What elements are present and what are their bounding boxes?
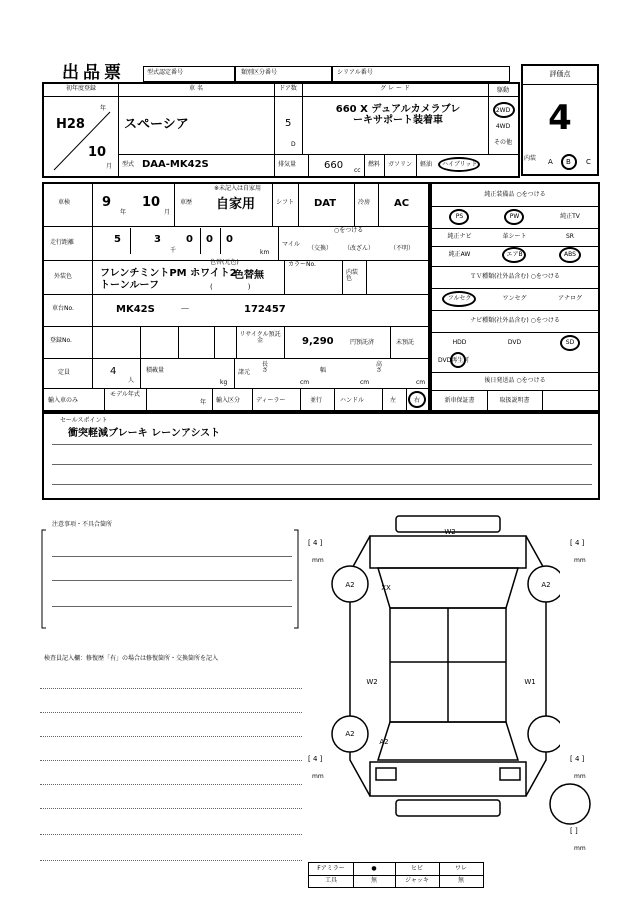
height-unit: cm [416,379,426,386]
color-change-label: 色替(元色) [210,259,239,266]
footer-crack-label: ヒビ [410,865,423,872]
usage-note: ※未記入は自家用 [214,185,262,192]
doors-label: ドア数 [279,85,297,92]
inspection-year-unit: 年 [120,209,127,216]
inspection-year: 9 [102,195,112,210]
dvd-play-circle-mark [450,352,466,368]
tv-oneseg[interactable]: ワンセグ [502,295,527,302]
mileage-thousand: 千 [170,247,177,254]
diagram-mark-xx: XX [381,584,391,592]
era-year: H28 [56,117,85,132]
ac-value: AC [394,198,410,209]
interior-label: 内装 [524,155,537,162]
notes-label: 注意事項・不具合箇所 [52,521,113,528]
tread-rr: [ 4 ] [570,755,585,763]
tv-fullseg[interactable]: フルセグ [447,295,472,302]
interior-b[interactable]: B [566,158,571,166]
tread-rl-value: 4 [312,755,318,763]
fuel-diesel[interactable]: 軽油 [420,161,433,168]
import-dealer[interactable]: ディーラー [256,397,286,404]
diagram-mark-top: W2 [444,528,456,536]
aftermarket-manual[interactable]: 取扱説明書 [499,397,530,404]
tread-fl-value: 4 [312,539,318,547]
reg-month: 10 [88,145,107,160]
aftermarket-title: 後日発送品 ○をつける [484,377,546,384]
equip-leather[interactable]: 革シート [502,233,527,240]
type-cert-box[interactable] [143,66,235,82]
model-year-suffix: 年 [200,399,207,406]
mileage-digit-4: 0 [206,234,213,245]
color-change-value: 色替無 [234,270,264,281]
tv-analog[interactable]: アナログ [557,295,582,302]
footer-mirror-label: Fアミラー [317,865,345,872]
doors-value: 5 [285,118,292,129]
grade-value: 660 X デュアルカメラブレーキサポート装着車 [335,104,461,126]
fuel-hybrid[interactable]: ハイブリッド [442,161,478,168]
car-name-label: 車 名 [189,85,203,92]
length-label: 長さ [262,361,269,374]
width-label: 幅 [320,367,327,374]
reg-no-label: 登録No. [50,337,72,344]
shift-value: DAT [314,198,337,209]
color-name: フレンチミントPM ホワイト2トーンルーフ [100,268,237,291]
displacement-value: 660 [324,160,344,171]
category-label: 類別区分番号 [241,69,278,76]
displacement-unit: cc [354,167,361,174]
inspector-label: 検査員記入欄：修復歴「有」の場合は修復箇所・交換箇所を記入 [44,655,219,662]
navi-title: ナビ種類(社外品含む) ○をつける [470,317,560,324]
equipment-block [430,182,600,412]
serial-label: シリアル番号 [337,69,373,76]
model-code: DAA-MK42S [142,159,209,170]
airbag-circle-mark [502,247,526,263]
color-paren: ( ) [210,283,251,291]
mileage-digit-5: 0 [226,234,233,245]
mileage-digit-2: 3 [154,234,161,245]
drive-label: 駆動 [496,87,509,94]
handle-left[interactable]: 左 [390,397,397,404]
equip-ps[interactable]: PS [455,213,464,220]
length-unit: cm [300,379,310,386]
inspection-month: 10 [142,195,161,210]
details-block [42,182,430,412]
tread-rr-unit: mm [574,773,586,780]
vin-label: 車台No. [52,305,74,312]
vin-prefix: MK42S [116,304,155,315]
hybrid-circle-mark [438,157,480,172]
meter-opt-exchange[interactable]: （交換） [308,245,333,252]
tread-rr-value: 4 [574,755,580,763]
height-label: 高さ [376,361,383,374]
footer-table [308,862,484,888]
mileage-unit: km [260,249,270,256]
handle-label: ハンドル [340,397,365,404]
equip-navi[interactable]: 純正ナビ [447,233,472,240]
equip-tv[interactable]: 純正TV [560,213,580,220]
import-label: 輸入車のみ [48,397,79,404]
tread-spare: [ ] [570,827,578,835]
equip-pw[interactable]: PW [509,213,520,220]
category-box[interactable] [235,66,332,82]
tread-rl: [ 4 ] [308,755,323,763]
equipment-title: 純正装備品 ○をつける [484,191,546,198]
footer-tool-value: 無 [370,877,377,884]
footer-tool-label: 工具 [324,877,337,884]
interior-c[interactable]: C [586,158,591,166]
inspection-month-unit: 月 [164,209,171,216]
drive-2wd[interactable]: 2WD [495,107,511,114]
diagram-mark-front-left: A2 [345,581,355,589]
2wd-circle-mark [493,102,515,118]
grade-label: グ レ ー ド [380,85,410,92]
footer-break-label: ワレ [454,865,467,872]
score-label: 評価点 [549,70,571,78]
model-label: 型式 [122,161,135,168]
color-label: 外装色 [54,273,73,280]
width-unit: cm [360,379,370,386]
tread-spare-unit: mm [574,845,586,852]
equip-sr[interactable]: SR [566,233,574,240]
type-cert-label: 型式認定番号 [147,69,184,76]
mileage-digit-3: 0 [186,234,193,245]
inspection-label: 車検 [58,199,71,206]
selling-points-label: セールスポイント [60,417,108,424]
drive-other[interactable]: その他 [493,139,512,146]
handle-right[interactable]: 右 [414,397,421,404]
recycle-unpaid[interactable]: 未預託 [396,339,415,346]
shift-label: シフト [276,199,295,206]
sd-circle-mark [560,335,580,351]
car-diagram [330,512,560,852]
serial-box[interactable] [332,66,510,82]
diagram-mark-right-side: W1 [524,678,536,686]
navi-sd[interactable]: SD [565,339,575,346]
interior-a[interactable]: A [548,158,553,166]
abs-circle-mark [559,247,581,263]
diagram-mark-front-right: A2 [541,581,551,589]
diagram-mark-left-side: W2 [366,678,378,686]
import-type-label: 輸入区分 [216,397,241,404]
displacement-label: 排気量 [278,161,297,168]
aftermarket-warranty[interactable]: 新車保証書 [444,397,475,404]
model-year-label: モデル年式 [110,391,140,398]
vin-dash: － [180,304,190,315]
doors-sub: D [291,141,296,148]
year-unit: 年 [100,105,107,112]
first-reg-label: 初年度登録 [65,85,96,92]
interior-color-label: 内装色 [346,269,359,282]
vehicle-block [42,82,520,178]
selling-points-text: 衝突軽減ブレーキ レーンアシスト [68,428,221,439]
capacity-value: 4 [110,366,117,377]
color-no-label: カラーNo. [288,261,316,268]
month-unit: 月 [106,163,113,170]
car-name: スペーシア [124,117,189,132]
tread-fl: [ 4 ] [308,539,323,547]
usage-label: 車歴 [180,199,193,206]
form-title: 出品票 [62,63,125,83]
vin-number: 172457 [244,304,286,315]
recycle-amount: 9,290 [302,336,334,347]
ps-circle-mark [449,209,469,225]
navi-dvd[interactable]: DVD [507,339,522,346]
import-parallel[interactable]: 並行 [310,397,323,404]
usage-value: 自家用 [216,197,256,212]
selling-points-block [42,412,600,500]
mileage-digit-1: 5 [114,234,121,245]
recycle-label: リサイクル預託金 [239,331,281,344]
tread-rl-unit: mm [312,773,324,780]
capacity-unit: 人 [128,377,135,384]
capacity-label: 定員 [58,369,71,376]
tread-fl-unit: mm [312,557,324,564]
interior-b-circle-mark [561,154,577,170]
tv-title: ＴＶ種類(社外品含む) ○をつける [470,273,560,280]
equip-aw[interactable]: 純正AW [448,251,471,258]
score-value: 4 [548,98,572,138]
load-unit: kg [220,379,228,386]
pw-circle-mark [504,209,524,225]
meter-opt-unknown[interactable]: （不明） [390,245,415,252]
navi-hdd[interactable]: HDD [452,339,467,346]
drive-4wd[interactable]: 4WD [495,123,511,130]
dvd-play[interactable]: DVD再生可 [438,357,470,364]
dims-label: 諸元 [238,369,251,376]
tread-fr-value: 4 [574,539,580,547]
footer-jack-value: 無 [457,877,464,884]
fuel-label: 燃料 [368,161,381,168]
footer-mirror-mark: ● [371,865,377,872]
tread-fr: [ 4 ] [570,539,585,547]
diagram-mark-rear-left: A2 [345,730,355,738]
equip-abs[interactable]: ABS [564,251,576,258]
mileage-label: 走行距離 [50,239,75,246]
spare-tire-icon [548,782,592,826]
handle-right-circle-mark [408,391,426,408]
tread-fr-unit: mm [574,557,586,564]
diagram-mark-rear-left-2: A2 [379,738,389,746]
equip-airbag[interactable]: エアB [506,251,523,258]
meter-note: ○をつける [334,227,364,234]
ac-label: 冷房 [358,199,371,206]
recycle-unit: 円預託済 [350,339,375,346]
reg-slash [50,104,114,174]
fuel-gasoline[interactable]: ガソリン [388,161,413,168]
meter-opt-tamper[interactable]: （改ざん） [344,245,375,252]
footer-jack-label: ジャッキ [405,877,429,884]
fullseg-circle-mark [442,291,476,307]
load-label: 積載量 [146,367,165,374]
mile-label[interactable]: マイル [282,241,300,248]
